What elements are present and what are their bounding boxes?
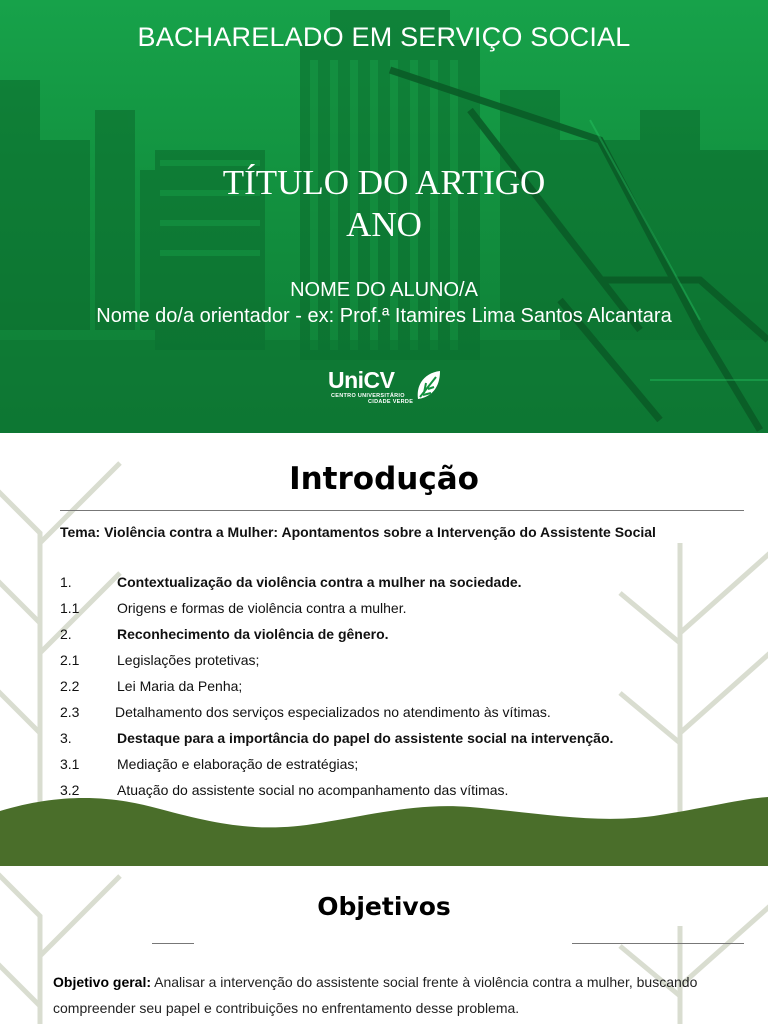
logo-line-2: CIDADE VERDE	[368, 399, 414, 405]
item-text: Lei Maria da Penha;	[117, 678, 243, 694]
item-text: Mediação e elaboração de estratégias;	[117, 756, 359, 772]
student-name: NOME DO ALUNO/A	[290, 279, 478, 301]
item-text: Legislações protetivas;	[117, 652, 260, 668]
heading-rule-left	[152, 943, 194, 944]
outline-list	[60, 574, 720, 808]
list-item	[60, 652, 720, 678]
general-objective-label: Objetivo geral:	[53, 974, 152, 990]
article-year: ANO	[346, 205, 422, 244]
list-item	[60, 600, 720, 626]
introduction-slide	[0, 433, 768, 866]
article-title: TÍTULO DO ARTIGO	[222, 163, 546, 202]
item-number: 2.	[60, 626, 72, 642]
list-item	[60, 756, 720, 782]
heading-rule-right	[572, 943, 744, 944]
item-text: Atuação do assistente social no acompanhamento das vítimas.	[117, 782, 509, 798]
heading-underline	[60, 510, 744, 511]
green-wave-footer	[0, 793, 768, 866]
item-number: 3.2	[60, 782, 80, 798]
objectives-heading: Objetivos	[317, 892, 451, 921]
logo-line-1: CENTRO UNIVERSITÁRIO	[331, 393, 405, 399]
general-objective-text: Analisar a intervenção do assistente social frente à violência contra a mulher, buscando compreender seu papel e contribuições no enfrentamento desse problema.	[53, 974, 698, 1016]
advisor-name: Nome do/a orientador - ex: Prof.ª Itamires Lima Santos Alcantara	[96, 305, 672, 327]
list-item	[60, 574, 720, 600]
cover-slide	[0, 0, 768, 433]
logo-wordmark: UniCV	[328, 367, 395, 393]
item-number: 2.2	[60, 678, 80, 694]
general-objective	[53, 969, 733, 1021]
item-text: Contextualização da violência contra a mulher na sociedade.	[117, 574, 522, 590]
list-item	[60, 704, 720, 730]
objectives-slide	[0, 866, 768, 1024]
item-number: 3.1	[60, 756, 80, 772]
item-text: Destaque para a importância do papel do assistente social na intervenção.	[117, 730, 614, 746]
introduction-heading: Introdução	[289, 461, 479, 497]
item-number: 2.3	[60, 704, 80, 720]
item-number: 3.	[60, 730, 72, 746]
item-number: 2.1	[60, 652, 80, 668]
list-item	[60, 626, 720, 652]
item-number: 1.	[60, 574, 72, 590]
item-text: Reconhecimento da violência de gênero.	[117, 626, 389, 642]
item-text: Origens e formas de violência contra a mulher.	[117, 600, 407, 616]
topic-line: Tema: Violência contra a Mulher: Apontamentos sobre a Intervenção do Assistente Social	[60, 524, 656, 540]
list-item	[60, 678, 720, 704]
list-item	[60, 730, 720, 756]
course-title: BACHARELADO EM SERVIÇO SOCIAL	[137, 22, 631, 52]
item-number: 1.1	[60, 600, 80, 616]
leaf-icon	[414, 369, 442, 403]
unicv-logo	[328, 367, 444, 409]
item-text: Detalhamento dos serviços especializados no atendimento às vítimas.	[115, 704, 551, 720]
